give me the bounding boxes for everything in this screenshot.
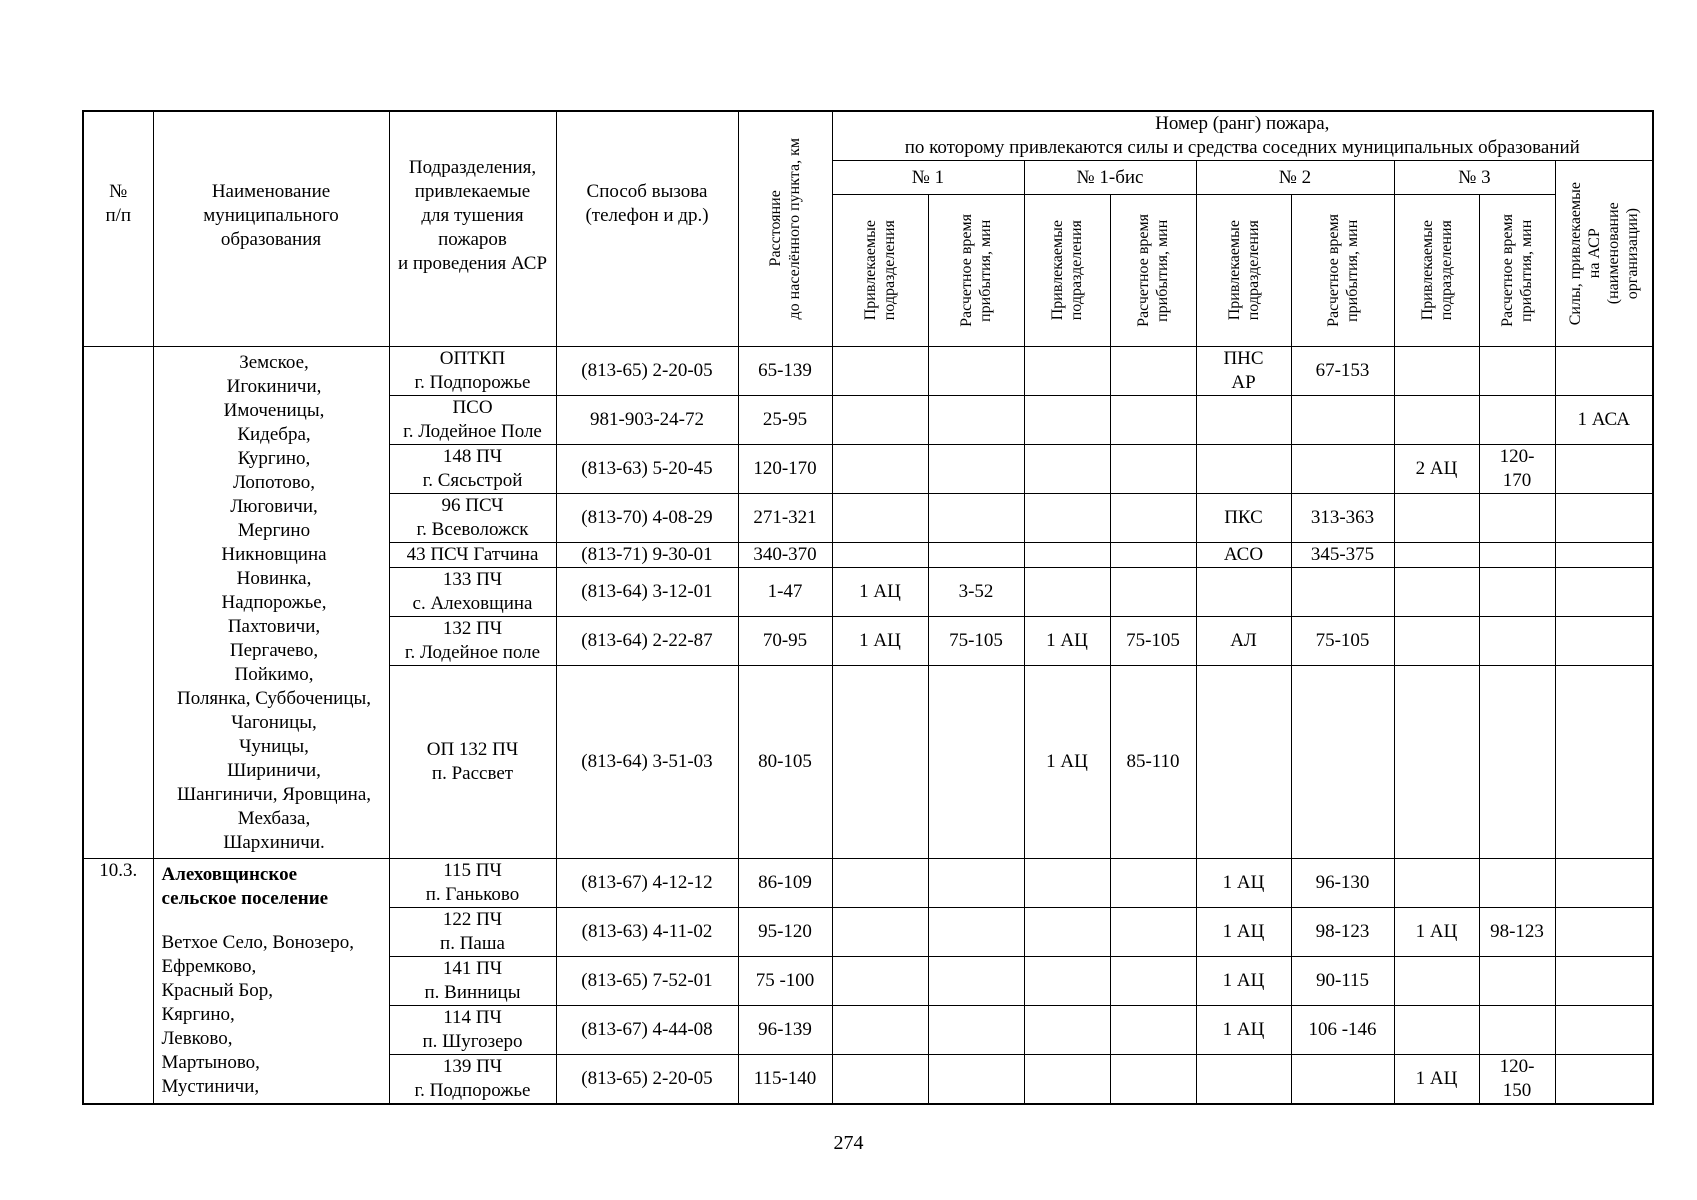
cell-dist: 80-105: [738, 666, 832, 859]
cell-phone: (813-64) 2-22-87: [556, 617, 738, 666]
cell-r1u: [832, 445, 928, 494]
cell-r2t: 106 -146: [1291, 1006, 1394, 1055]
cell-r3t: [1479, 543, 1555, 568]
cell-asr: [1555, 568, 1653, 617]
cell-dist: 25-95: [738, 396, 832, 445]
header-row-1: [83, 111, 1653, 161]
cell-r2u: ПНС АР: [1196, 347, 1291, 396]
settlement-title: Алеховщинское сельское поселение: [161, 864, 329, 909]
cell-unit: ПСО г. Лодейное Поле: [389, 396, 556, 445]
header-r1bis-time: Расчетное время прибытия, мин: [1110, 195, 1196, 347]
cell-r1bt: [1110, 543, 1196, 568]
cell-r2t: 96-130: [1291, 859, 1394, 908]
cell-unit: ОПТКП г. Подпорожье: [389, 347, 556, 396]
cell-unit: 122 ПЧ п. Паша: [389, 908, 556, 957]
cell-asr: [1555, 859, 1653, 908]
cell-asr: [1555, 543, 1653, 568]
header-asr: [1555, 161, 1653, 347]
cell-r1u: 1 АЦ: [832, 617, 928, 666]
header-units: Подразделения, привлекаемые для тушения пожаров и проведения АСР: [389, 111, 556, 347]
cell-r1u: [832, 1055, 928, 1105]
header-r3-time: Расчетное время прибытия, мин: [1479, 195, 1555, 347]
cell-r1bu: [1024, 1006, 1110, 1055]
cell-r3u: [1394, 957, 1479, 1006]
cell-r3t: [1479, 347, 1555, 396]
cell-asr: [1555, 908, 1653, 957]
cell-asr: 1 АСА: [1555, 396, 1653, 445]
cell-phone: (813-67) 4-12-12: [556, 859, 738, 908]
cell-r1bu: [1024, 859, 1110, 908]
cell-asr: [1555, 1006, 1653, 1055]
cell-r2t: 90-115: [1291, 957, 1394, 1006]
cell-phone: (813-67) 4-44-08: [556, 1006, 738, 1055]
cell-r3t: [1479, 494, 1555, 543]
header-r2-time: Расчетное время прибытия, мин: [1291, 195, 1394, 347]
header-rank-2: № 2: [1196, 161, 1394, 195]
cell-r3u: [1394, 617, 1479, 666]
cell-r1u: [832, 859, 928, 908]
cell-r1t: [928, 494, 1024, 543]
cell-r1t: [928, 908, 1024, 957]
document-page: [82, 110, 1652, 1105]
cell-unit: 132 ПЧ г. Лодейное поле: [389, 617, 556, 666]
cell-r3u: 1 АЦ: [1394, 1055, 1479, 1105]
cell-r1bu: [1024, 1055, 1110, 1105]
cell-r2u: ПКС: [1196, 494, 1291, 543]
cell-r1bt: [1110, 568, 1196, 617]
header-r1-units: Привлекаемые подразделения: [832, 195, 928, 347]
cell-r2t: [1291, 445, 1394, 494]
cell-r1bt: [1110, 859, 1196, 908]
cell-r3t: [1479, 859, 1555, 908]
cell-r1bt: 75-105: [1110, 617, 1196, 666]
header-r3-units: Привлекаемые подразделения: [1394, 195, 1479, 347]
cell-r1bt: [1110, 347, 1196, 396]
cell-r1bt: [1110, 445, 1196, 494]
header-rank-1: № 1: [832, 161, 1024, 195]
cell-r1t: 75-105: [928, 617, 1024, 666]
cell-r1bt: [1110, 908, 1196, 957]
header-r2-units: Привлекаемые подразделения: [1196, 195, 1291, 347]
cell-r3t: [1479, 957, 1555, 1006]
settlement-cell: [153, 859, 389, 1105]
cell-unit: 115 ПЧ п. Ганьково: [389, 859, 556, 908]
cell-r3t: [1479, 617, 1555, 666]
cell-r1u: [832, 1006, 928, 1055]
cell-asr: [1555, 445, 1653, 494]
cell-phone: (813-64) 3-51-03: [556, 666, 738, 859]
village-list: Земское, Игокиничи, Имоченицы, Кидебра, Кургино, Лопотово, Люговичи, Мергино Никновщина Новинка, Надпорожье, Пахтовичи, Пергачево, Пойкимо, Полянка, Суббоченицы, Чагоницы, Чуницы, Шириничи, Шангиничи, Яровщина, Мехбаза, Шархиничи.: [153, 347, 389, 859]
cell-unit: 141 ПЧ п. Винницы: [389, 957, 556, 1006]
cell-r1bu: [1024, 957, 1110, 1006]
cell-asr: [1555, 666, 1653, 859]
cell-r1bu: [1024, 543, 1110, 568]
cell-r2u: 1 АЦ: [1196, 1006, 1291, 1055]
cell-phone: (813-70) 4-08-29: [556, 494, 738, 543]
cell-r1t: [928, 347, 1024, 396]
cell-r2u: [1196, 1055, 1291, 1105]
cell-dist: 70-95: [738, 617, 832, 666]
cell-asr: [1555, 617, 1653, 666]
cell-r1bu: [1024, 908, 1110, 957]
cell-r2t: [1291, 396, 1394, 445]
cell-r2t: 313-363: [1291, 494, 1394, 543]
cell-r1t: [928, 859, 1024, 908]
cell-dist: 95-120: [738, 908, 832, 957]
cell-r3t: [1479, 1006, 1555, 1055]
cell-phone: (813-65) 7-52-01: [556, 957, 738, 1006]
cell-dist: 75 -100: [738, 957, 832, 1006]
cell-r1u: [832, 666, 928, 859]
cell-phone: (813-71) 9-30-01: [556, 543, 738, 568]
cell-r1t: [928, 543, 1024, 568]
cell-r1t: [928, 957, 1024, 1006]
header-rank-3: № 3: [1394, 161, 1555, 195]
cell-r2u: 1 АЦ: [1196, 908, 1291, 957]
cell-r1bu: [1024, 494, 1110, 543]
cell-phone: (813-65) 2-20-05: [556, 347, 738, 396]
cell-r1bu: [1024, 347, 1110, 396]
cell-r1bt: [1110, 1006, 1196, 1055]
cell-r1t: [928, 396, 1024, 445]
cell-r2u: [1196, 445, 1291, 494]
cell-r2u: [1196, 568, 1291, 617]
cell-r3u: [1394, 859, 1479, 908]
header-rank-1bis: № 1-бис: [1024, 161, 1196, 195]
cell-unit: ОП 132 ПЧ п. Рассвет: [389, 666, 556, 859]
cell-num: [83, 347, 153, 859]
fire-forces-table: [82, 110, 1654, 1105]
cell-r1bu: [1024, 445, 1110, 494]
cell-r3u: [1394, 568, 1479, 617]
cell-unit: 96 ПСЧ г. Всеволожск: [389, 494, 556, 543]
cell-r2t: 67-153: [1291, 347, 1394, 396]
header-distance: [738, 111, 832, 347]
cell-dist: 86-109: [738, 859, 832, 908]
cell-r1bu: 1 АЦ: [1024, 617, 1110, 666]
cell-phone: (813-63) 4-11-02: [556, 908, 738, 957]
cell-r2t: [1291, 1055, 1394, 1105]
cell-dist: 96-139: [738, 1006, 832, 1055]
cell-r1t: 3-52: [928, 568, 1024, 617]
cell-r2t: 75-105: [1291, 617, 1394, 666]
cell-r2u: [1196, 666, 1291, 859]
cell-r2t: 345-375: [1291, 543, 1394, 568]
cell-asr: [1555, 1055, 1653, 1105]
cell-r3u: [1394, 347, 1479, 396]
cell-r2u: 1 АЦ: [1196, 957, 1291, 1006]
cell-unit: 148 ПЧ г. Сясьстрой: [389, 445, 556, 494]
cell-r3u: [1394, 543, 1479, 568]
cell-r2u: 1 АЦ: [1196, 859, 1291, 908]
cell-r1bt: [1110, 1055, 1196, 1105]
cell-r3u: [1394, 494, 1479, 543]
cell-r3u: 1 АЦ: [1394, 908, 1479, 957]
cell-r1u: [832, 347, 928, 396]
cell-r2t: [1291, 568, 1394, 617]
cell-phone: 981-903-24-72: [556, 396, 738, 445]
cell-r1u: [832, 396, 928, 445]
cell-r2t: [1291, 666, 1394, 859]
row-number: 10.3.: [83, 859, 153, 1105]
cell-r1bu: [1024, 568, 1110, 617]
cell-r1bu: [1024, 396, 1110, 445]
cell-asr: [1555, 347, 1653, 396]
cell-r2u: [1196, 396, 1291, 445]
table-row: [83, 859, 1653, 908]
cell-dist: 340-370: [738, 543, 832, 568]
cell-r3u: [1394, 396, 1479, 445]
header-municipality: Наименование муниципального образования: [153, 111, 389, 347]
cell-asr: [1555, 957, 1653, 1006]
cell-r1t: [928, 1006, 1024, 1055]
cell-r1t: [928, 666, 1024, 859]
cell-r1u: [832, 494, 928, 543]
cell-r1bt: [1110, 957, 1196, 1006]
header-asr-text: Силы, привлекаемые на АСР (наименование организации): [1566, 181, 1641, 326]
village-list: Ветхое Село, Вонозеро, Ефремково, Красный Бор, Кяргино, Левково, Мартыново, Мустиничи,: [161, 932, 354, 1097]
cell-r1bt: [1110, 396, 1196, 445]
header-num: № п/п: [83, 111, 153, 347]
cell-r3t: [1479, 396, 1555, 445]
header-rank-title: Номер (ранг) пожара, по которому привлекаются силы и средства соседних муниципальных образований: [832, 111, 1653, 161]
cell-r1u: [832, 908, 928, 957]
cell-dist: 115-140: [738, 1055, 832, 1105]
cell-dist: 120-170: [738, 445, 832, 494]
cell-r2u: АЛ: [1196, 617, 1291, 666]
cell-dist: 1-47: [738, 568, 832, 617]
cell-dist: 271-321: [738, 494, 832, 543]
cell-r1bu: 1 АЦ: [1024, 666, 1110, 859]
page-number: 274: [833, 1132, 864, 1154]
cell-r3t: [1479, 568, 1555, 617]
header-r1bis-units: Привлекаемые подразделения: [1024, 195, 1110, 347]
cell-r1t: [928, 445, 1024, 494]
cell-r1u: 1 АЦ: [832, 568, 928, 617]
cell-unit: 114 ПЧ п. Шугозеро: [389, 1006, 556, 1055]
table-row: [83, 347, 1653, 396]
cell-asr: [1555, 494, 1653, 543]
cell-r1t: [928, 1055, 1024, 1105]
header-distance-text: Расстояние до населённого пункта, км: [767, 138, 803, 320]
cell-r3t: 120- 170: [1479, 445, 1555, 494]
cell-unit: 43 ПСЧ Гатчина: [389, 543, 556, 568]
cell-r2u: АСО: [1196, 543, 1291, 568]
cell-dist: 65-139: [738, 347, 832, 396]
cell-r3u: [1394, 666, 1479, 859]
cell-phone: (813-63) 5-20-45: [556, 445, 738, 494]
cell-r3u: 2 АЦ: [1394, 445, 1479, 494]
cell-r1u: [832, 543, 928, 568]
cell-r1bt: 85-110: [1110, 666, 1196, 859]
cell-phone: (813-64) 3-12-01: [556, 568, 738, 617]
cell-r3t: [1479, 666, 1555, 859]
cell-r3t: 120- 150: [1479, 1055, 1555, 1105]
cell-r1bt: [1110, 494, 1196, 543]
cell-r3t: 98-123: [1479, 908, 1555, 957]
cell-unit: 133 ПЧ с. Алеховщина: [389, 568, 556, 617]
cell-unit: 139 ПЧ г. Подпорожье: [389, 1055, 556, 1105]
header-call-method: Способ вызова (телефон и др.): [556, 111, 738, 347]
cell-r1u: [832, 957, 928, 1006]
cell-r2t: 98-123: [1291, 908, 1394, 957]
cell-phone: (813-65) 2-20-05: [556, 1055, 738, 1105]
cell-r3u: [1394, 1006, 1479, 1055]
header-r1-time: Расчетное время прибытия, мин: [928, 195, 1024, 347]
